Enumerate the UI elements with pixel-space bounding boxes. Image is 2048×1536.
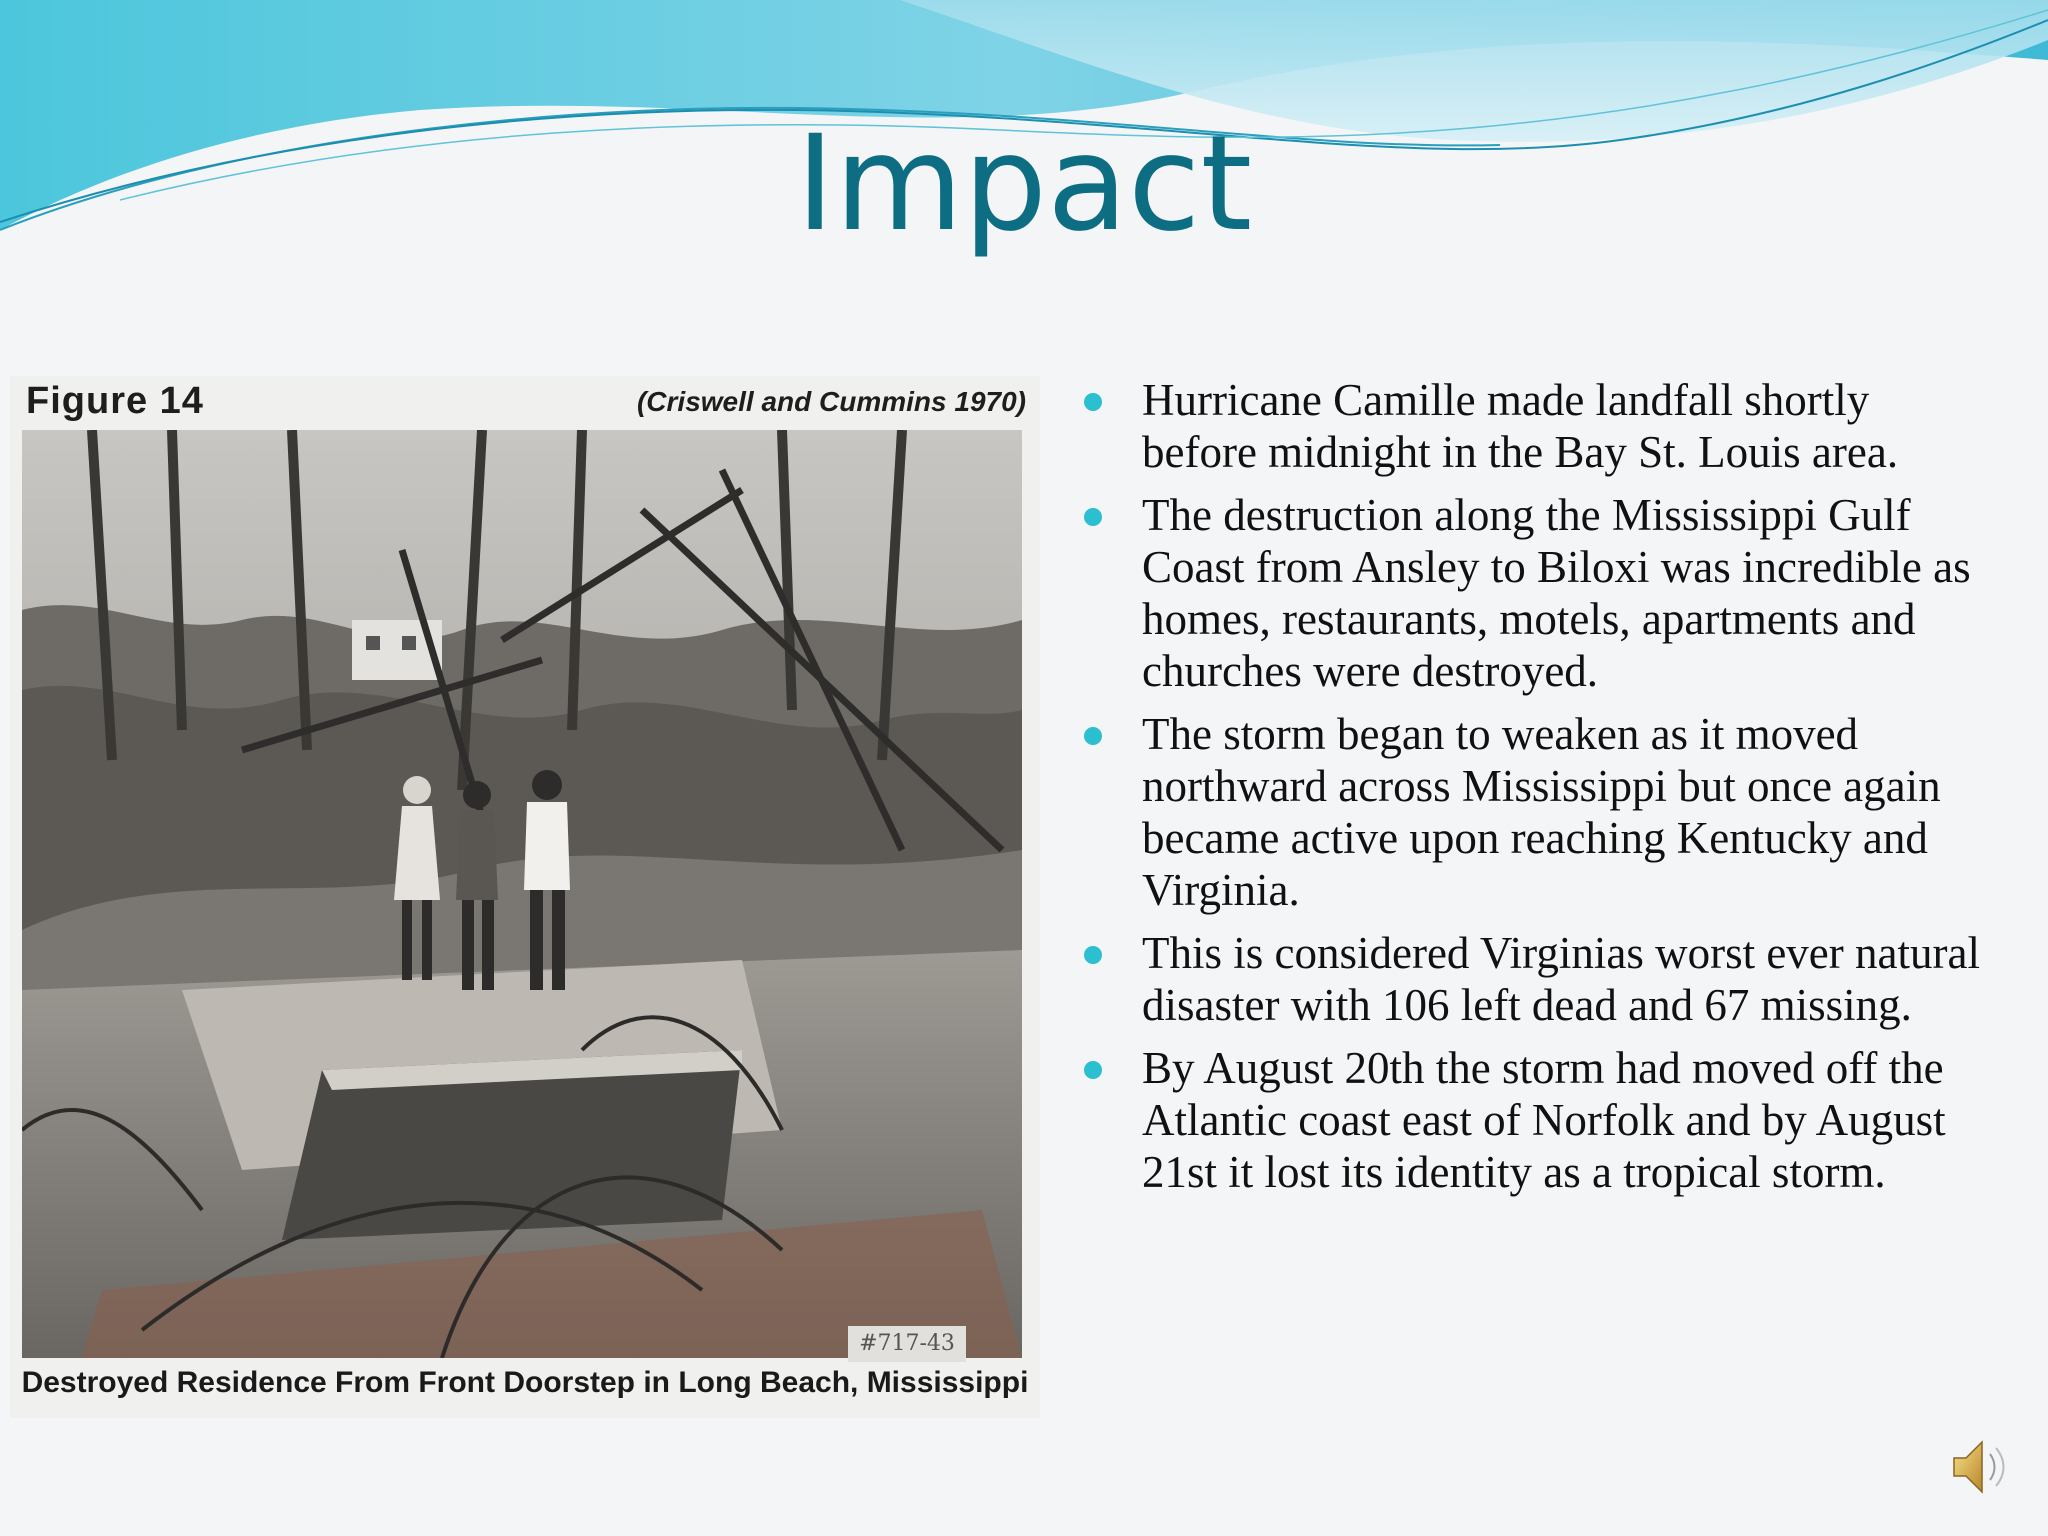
- figure-caption: Destroyed Residence From Front Doorstep in Long Beach, Mississippi: [21, 1366, 1029, 1399]
- figure-label: Figure 14: [26, 380, 204, 422]
- speaker-icon[interactable]: [1950, 1432, 2010, 1502]
- bullet-text: This is considered Virginias worst ever natural disaster with 106 left dead and 67 missing.: [1142, 928, 1980, 1030]
- photo-stamp: #717-43: [848, 1326, 966, 1362]
- slide-title: Impact: [795, 107, 1253, 261]
- bullet-dot-icon: [1084, 393, 1102, 411]
- bullet-item: [1080, 708, 1980, 916]
- bullet-text: Hurricane Camille made landfall shortly before midnight in the Bay St. Louis area.: [1142, 375, 1899, 477]
- bullet-dot-icon: [1084, 727, 1102, 745]
- bullet-item: [1080, 1042, 1980, 1198]
- bullet-dot-icon: [1084, 1061, 1102, 1079]
- figure-photo: [22, 430, 1022, 1358]
- figure: [10, 376, 1040, 1418]
- bullet-text: The destruction along the Mississippi Gulf Coast from Ansley to Biloxi was incredible as homes, restaurants, motels, apartments and churches were destroyed.: [1142, 490, 1971, 696]
- bullet-list: [1080, 374, 1980, 1209]
- bullet-text: The storm began to weaken as it moved northward across Mississippi but once again became active upon reaching Kentucky and Virginia.: [1142, 709, 1941, 915]
- bullet-item: [1080, 927, 1980, 1031]
- figure-citation: (Criswell and Cummins 1970): [636, 386, 1026, 417]
- bullet-dot-icon: [1084, 946, 1102, 964]
- bullet-item: [1080, 374, 1980, 478]
- bullet-text: By August 20th the storm had moved off the Atlantic coast east of Norfolk and by August 21st it lost its identity as a tropical storm.: [1142, 1043, 1946, 1197]
- bullet-item: [1080, 489, 1980, 697]
- bullet-dot-icon: [1084, 508, 1102, 526]
